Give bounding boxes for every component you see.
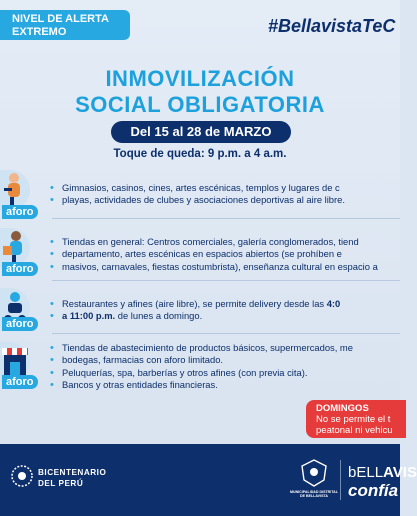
list-item: • Tiendas en general: Centros comerciales, galería conglomerados, tiend	[50, 236, 400, 248]
brand-prefix: bELL	[348, 464, 384, 481]
bicentenario-logo-icon	[10, 464, 34, 488]
list-item-text: de lunes a domingo.	[117, 310, 203, 322]
municipality-text	[284, 490, 344, 499]
row-2-list	[50, 236, 400, 273]
aforo-label: aforo	[2, 317, 38, 331]
sunday-line-1: No se permite el t	[316, 414, 391, 425]
hashtag: #BellavistaTeC	[268, 16, 396, 36]
brand-tagline: confía	[348, 481, 399, 500]
list-item: • Gimnasios, casinos, cines, artes escénicas, templos y lugares de c	[50, 182, 400, 194]
bicentenario-line-1: BICENTENARIO	[38, 468, 107, 477]
list-item-continued	[50, 310, 400, 322]
delivery-time-start: 4:0	[326, 298, 341, 309]
alert-line-1: NIVEL DE ALERTA	[12, 13, 109, 25]
row-4-list	[50, 342, 400, 392]
aforo-label: aforo	[2, 375, 38, 389]
alert-level-badge	[0, 10, 130, 40]
aforo-label: aforo	[2, 262, 38, 276]
title-line-1: INMOVILIZACIÓN	[105, 66, 295, 91]
curfew-text: Toque de queda: 9 p.m. a 4 a.m.	[113, 148, 287, 160]
date-range-pill: Del 15 al 28 de MARZO	[111, 121, 291, 143]
list-item	[50, 298, 400, 310]
divider	[52, 333, 400, 334]
list-item-continued: • departamento, artes escénicas en espacios abiertos (se prohíben e	[50, 248, 400, 260]
list-item-continued: • bodegas, farmacias con aforo limitado.	[50, 354, 400, 366]
divider	[52, 280, 400, 281]
municipality-line-2: DE BELLAVISTA	[299, 494, 329, 499]
list-item: • Bancos y otras entidades financieras.	[50, 379, 400, 391]
row-3-list	[50, 298, 400, 323]
aforo-label: aforo	[2, 205, 38, 219]
bicentenario-text	[38, 467, 106, 489]
list-item-continued: • masivos, carnavales, fiestas costumbrista), enseñanza cultural en espacio a	[50, 261, 400, 273]
delivery-time-end: a 11:00 p.m.	[62, 310, 116, 322]
list-item: • playas, actividades de clubes y asociaciones deportivas al aire libre.	[50, 194, 400, 206]
sunday-line-2: peatonal ni vehicu	[316, 425, 393, 436]
brand-name	[348, 464, 417, 481]
list-item-text: Restaurantes y afines (aire libre), se permite delivery desde las	[62, 298, 327, 309]
municipality-line-1: MUNICIPALIDAD DISTRITAL	[290, 490, 338, 494]
gym-icon	[0, 170, 30, 210]
sunday-heading: DOMINGOS	[316, 403, 369, 414]
title-line-2: SOCIAL OBLIGATORIA	[75, 92, 325, 117]
list-item: • Tiendas de abastecimiento de productos básicos, supermercados, me	[50, 342, 400, 354]
bicentenario-line-2: DEL PERÚ	[38, 479, 84, 488]
divider	[52, 218, 400, 219]
list-item: • Peluquerías, spa, barberías y otros afines (con previa cita).	[50, 367, 400, 379]
footer-divider	[340, 460, 341, 500]
municipality-crest-icon	[298, 458, 330, 488]
footer	[0, 444, 417, 516]
row-1-list	[50, 182, 400, 207]
alert-line-2: EXTREMO	[12, 26, 67, 38]
brand-suffix: AVIS	[383, 464, 417, 481]
sunday-notice	[306, 400, 406, 438]
